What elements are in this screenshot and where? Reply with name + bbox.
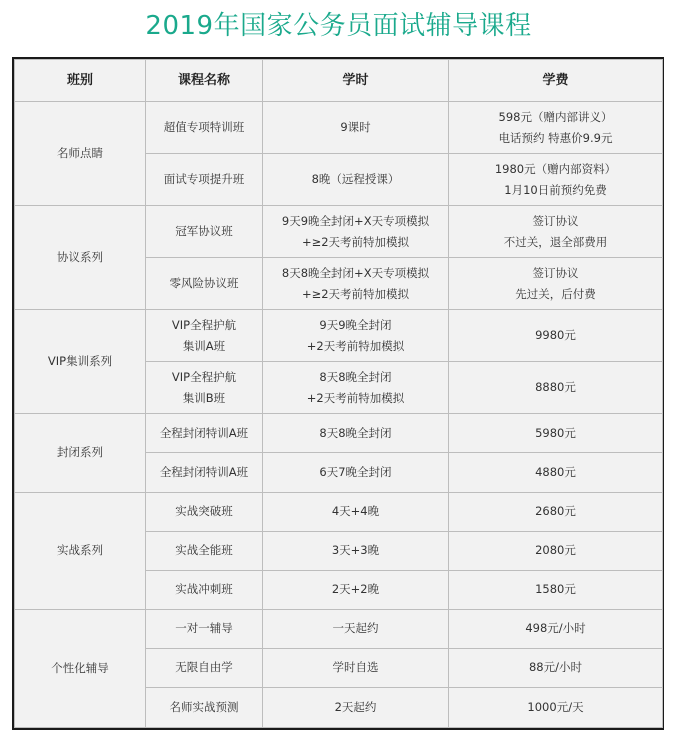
course-hours: 学时自选	[263, 648, 449, 687]
course-fee: 2680元	[449, 492, 663, 531]
course-hours: 8天8晚全封闭+X天专项模拟 +≥2天考前特加模拟	[263, 258, 449, 310]
course-hours: 9课时	[263, 102, 449, 154]
group-name: 封闭系列	[15, 414, 146, 492]
course-hours: 6天7晚全封闭	[263, 453, 449, 492]
course-fee: 598元（赠内部讲义） 电话预约 特惠价9.9元	[449, 102, 663, 154]
course-name: 实战冲刺班	[146, 570, 263, 609]
course-name: 无限自由学	[146, 648, 263, 687]
course-hours: 3天+3晚	[263, 531, 449, 570]
table-row	[15, 206, 663, 258]
table-row	[15, 609, 663, 648]
course-hours: 2天+2晚	[263, 570, 449, 609]
course-hours: 4天+4晚	[263, 492, 449, 531]
course-name: 冠军协议班	[146, 206, 263, 258]
course-hours: 一天起约	[263, 609, 449, 648]
course-name: VIP全程护航 集训B班	[146, 362, 263, 414]
course-hours: 8天8晚全封闭 +2天考前特加模拟	[263, 362, 449, 414]
course-name: 全程封闭特训A班	[146, 453, 263, 492]
course-hours: 9天9晚全封闭 +2天考前特加模拟	[263, 310, 449, 362]
course-name: 实战全能班	[146, 531, 263, 570]
table-row	[15, 102, 663, 154]
course-hours: 8天8晚全封闭	[263, 414, 449, 453]
course-hours: 8晚（远程授课）	[263, 154, 449, 206]
course-name: 名师实战预测	[146, 687, 263, 727]
group-name: VIP集训系列	[15, 310, 146, 414]
course-fee: 4880元	[449, 453, 663, 492]
course-table-frame	[12, 57, 664, 730]
course-fee: 498元/小时	[449, 609, 663, 648]
table-row	[15, 492, 663, 531]
course-hours: 2天起约	[263, 687, 449, 727]
group-name: 个性化辅导	[15, 609, 146, 727]
course-name: VIP全程护航 集训A班	[146, 310, 263, 362]
group-name: 实战系列	[15, 492, 146, 609]
header-fee: 学费	[449, 60, 663, 102]
course-fee: 1580元	[449, 570, 663, 609]
header-course-name: 课程名称	[146, 60, 263, 102]
table-header-row	[15, 60, 663, 102]
course-fee: 9980元	[449, 310, 663, 362]
group-name: 协议系列	[15, 206, 146, 310]
course-fee: 8880元	[449, 362, 663, 414]
header-hours: 学时	[263, 60, 449, 102]
course-name: 全程封闭特训A班	[146, 414, 263, 453]
course-name: 实战突破班	[146, 492, 263, 531]
course-fee: 1980元（赠内部资料） 1月10日前预约免费	[449, 154, 663, 206]
course-name: 一对一辅导	[146, 609, 263, 648]
group-name: 名师点睛	[15, 102, 146, 206]
page-title: 2019年国家公务员面试辅导课程	[145, 11, 532, 41]
table-row	[15, 414, 663, 453]
course-table	[14, 59, 663, 728]
course-name: 超值专项特训班	[146, 102, 263, 154]
header-class: 班别	[15, 60, 146, 102]
course-name: 零风险协议班	[146, 258, 263, 310]
course-name: 面试专项提升班	[146, 154, 263, 206]
table-row	[15, 310, 663, 362]
course-fee: 88元/小时	[449, 648, 663, 687]
course-fee: 签订协议 先过关，后付费	[449, 258, 663, 310]
course-fee: 1000元/天	[449, 687, 663, 727]
course-hours: 9天9晚全封闭+X天专项模拟 +≥2天考前特加模拟	[263, 206, 449, 258]
course-fee: 签订协议 不过关，退全部费用	[449, 206, 663, 258]
course-fee: 5980元	[449, 414, 663, 453]
course-fee: 2080元	[449, 531, 663, 570]
